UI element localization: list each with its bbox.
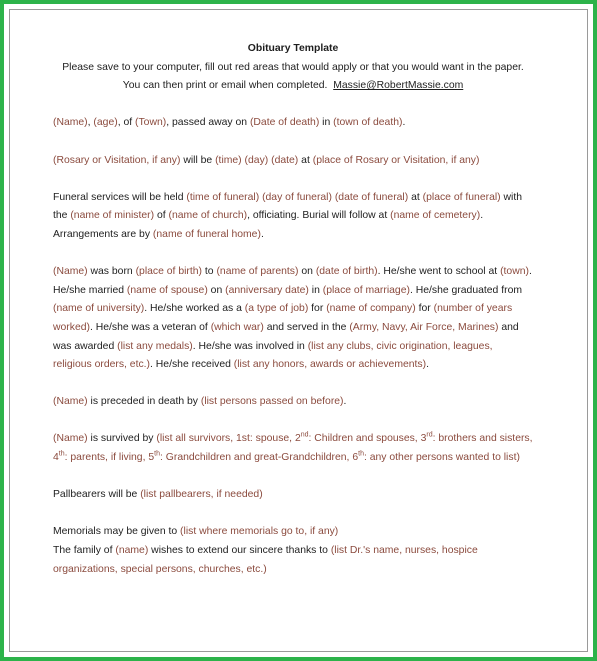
- text: (list all survivors, 1st: spouse, 2: [156, 433, 301, 445]
- text: . He/she graduated from: [409, 284, 523, 296]
- field-rosary-place: (place of Rosary or Visitation, if any): [312, 154, 480, 166]
- text: .: [343, 396, 347, 408]
- text: , passed away on: [166, 117, 250, 129]
- field-town-of-death: (town of death): [333, 117, 403, 129]
- field-medals: (list any medals): [117, 340, 193, 352]
- text: wishes to extend our sincere thanks to: [148, 545, 331, 557]
- field-minister: (name of minister): [70, 210, 155, 222]
- text: . He/she married: [53, 266, 532, 296]
- field-age: (age): [93, 117, 118, 129]
- document-title: Obituary Template: [247, 43, 339, 54]
- text: : Children and spouses, 3: [308, 433, 427, 445]
- text: . He/she received: [150, 359, 234, 371]
- text: . He/she was a veteran of: [89, 321, 211, 333]
- text: . He/she was involved in: [192, 340, 308, 352]
- text: Pallbearers will be: [53, 489, 141, 501]
- field-pallbearers: (list pallbearers, if needed): [140, 489, 263, 501]
- field-time: (time): [215, 154, 242, 166]
- ordinal: th: [154, 450, 160, 458]
- text: .: [426, 359, 429, 371]
- text: of: [154, 210, 169, 222]
- ordinal: nd: [300, 432, 309, 439]
- text: for: [308, 303, 327, 315]
- text: , officiating. Burial will follow at: [247, 210, 391, 222]
- text: and served in the: [263, 321, 350, 333]
- text: The family of: [53, 545, 116, 557]
- field-preceded-list: (list persons passed on before): [200, 396, 344, 408]
- field-rosary: (Rosary or Visitation, if any): [53, 154, 181, 166]
- field-company: (name of company): [326, 303, 416, 315]
- field-birthplace: (place of birth): [135, 266, 202, 278]
- field-honors: (list any honors, awards or achievements): [233, 359, 427, 371]
- field-name: (Name): [53, 117, 88, 129]
- text: : any other persons wanted to list): [363, 452, 520, 464]
- field-funeral-date: (date of funeral): [334, 191, 409, 203]
- field-school-town: (town): [500, 266, 529, 278]
- field-thanks-list: (list Dr.'s name, nurses, hospice organizations, special persons, churches, etc.): [53, 545, 478, 575]
- field-parents: (name of parents): [216, 266, 299, 278]
- ordinal: th: [58, 450, 65, 458]
- field-church: (name of church): [168, 210, 248, 222]
- paragraph-memorials: [53, 523, 533, 579]
- field-funeral-time: (time of funeral): [186, 191, 260, 203]
- field-name: (Name): [53, 433, 88, 445]
- ordinal: rd: [426, 432, 433, 439]
- text: : brothers and sisters, 4: [53, 433, 533, 464]
- text: at: [298, 154, 313, 166]
- intro-paragraph: [53, 59, 533, 96]
- text: in: [308, 284, 323, 296]
- text: to: [202, 266, 217, 278]
- text: . Arrangements are by: [53, 210, 484, 240]
- text: is survived by: [87, 433, 157, 445]
- text: . He/she worked as a: [144, 303, 245, 315]
- paragraph-pallbearers: [53, 486, 533, 505]
- text: on: [207, 284, 226, 296]
- text: . He/she went to school at: [377, 266, 501, 278]
- ordinal: th: [358, 450, 364, 458]
- field-birthdate: (date of birth): [315, 266, 378, 278]
- intro-text: Please save to your computer, fill out red areas that would apply or that you would want in the paper. You can then print or email when completed.: [62, 61, 524, 92]
- text: for: [415, 303, 434, 315]
- paragraph-rosary: [53, 152, 533, 171]
- text: .: [402, 117, 406, 129]
- email-link[interactable]: Massie@RobertMassie.com: [333, 80, 464, 92]
- text: was born: [87, 266, 136, 278]
- text: will be: [180, 154, 216, 166]
- field-funeral-day: (day of funeral): [262, 191, 332, 203]
- field-town: (Town): [135, 117, 167, 129]
- paragraph-death: (Name), (age), of (Town), passed away on (Date of death) in (town of death).: [53, 117, 406, 129]
- text: is preceded in death by: [87, 396, 201, 408]
- field-name: (name): [115, 545, 149, 557]
- field-name: (Name): [53, 266, 88, 278]
- text: and was awarded: [53, 321, 519, 352]
- text: , of: [117, 117, 136, 129]
- text: .: [260, 228, 264, 240]
- field-date-of-death: (Date of death): [249, 117, 320, 129]
- field-date: (date): [271, 154, 299, 166]
- paragraph-survived: [53, 430, 533, 467]
- field-years-worked: (number of years worked): [53, 303, 513, 333]
- field-job-type: (a type of job): [244, 303, 309, 315]
- field-anniversary: (anniversary date): [225, 284, 309, 296]
- document-body: [53, 40, 533, 579]
- field-war: (which war): [210, 321, 264, 333]
- text: on: [298, 266, 316, 278]
- paragraph-life: [53, 263, 533, 375]
- field-memorials: (list where memorials go to, if any): [180, 526, 339, 538]
- text: : parents, if living, 5: [64, 452, 155, 464]
- field-marriage-place: (place of marriage): [322, 284, 410, 296]
- field-military-branch: (Army, Navy, Air Force, Marines): [349, 321, 499, 333]
- text: : Grandchildren and great-Grandchildren, 6: [160, 452, 359, 464]
- field-day: (day): [244, 154, 269, 166]
- field-name: (Name): [53, 396, 88, 408]
- text: Funeral services will be held: [53, 191, 187, 203]
- field-cemetery: (name of cemetery): [390, 210, 481, 222]
- text: with the: [53, 191, 523, 222]
- paragraph-funeral: [53, 189, 533, 245]
- text: in: [319, 117, 334, 129]
- field-spouse: (name of spouse): [126, 284, 208, 296]
- field-funeral-home: (name of funeral home): [152, 228, 261, 240]
- text: Memorials may be given to: [53, 526, 181, 538]
- text: at: [408, 191, 423, 203]
- field-funeral-place: (place of funeral): [422, 191, 501, 203]
- field-clubs: (list any clubs, civic origination, leagues, religious orders, etc.): [53, 340, 493, 371]
- field-university: (name of university): [53, 303, 145, 315]
- paragraph-preceded: [53, 393, 533, 412]
